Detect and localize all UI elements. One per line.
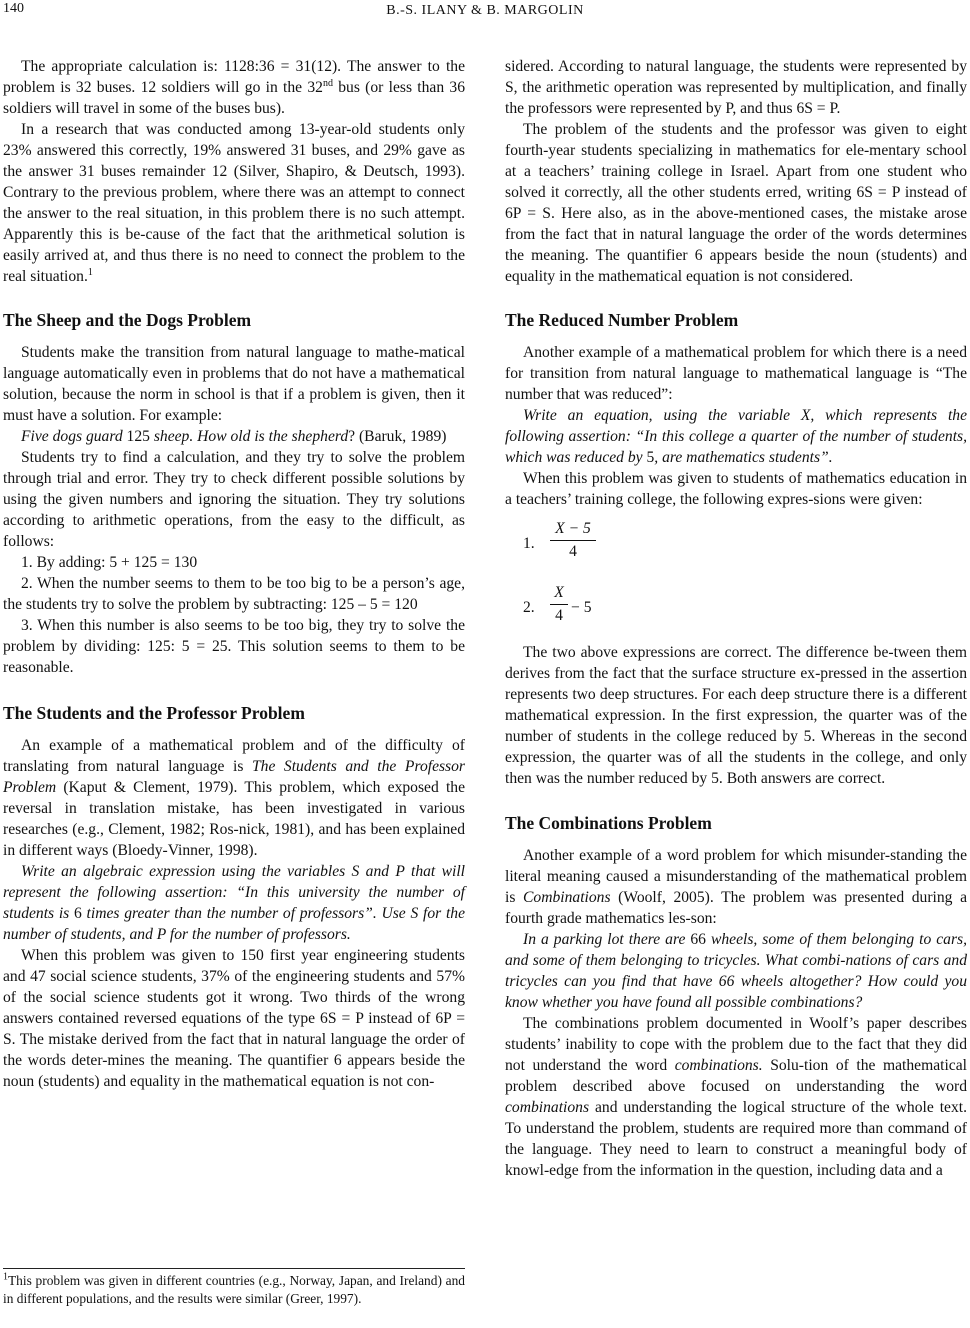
paragraph: The two above expressions are correct. The difference be-tween them derives from the fact that the surface structure ex-pressed in the assertion represents two deep structures. For each deep structure there is a different mathematical expression. In the first expression, the quarter was of the number of students in the college reduced by 5. Whereas in the second expression, the quarter was of all the students in the college, and only then was the number reduced by 5. Both answers are correct. [505, 644, 967, 787]
right-column [505, 56, 967, 1181]
page-number: 140 [3, 1, 24, 16]
paragraph: The appropriate calculation is: 1128:36 = 31(12). The answer to the problem is 32 buses. 12 soldiers will go in the 32nd bus (or less than 36 soldiers will travel in some of the buses bus). [3, 58, 466, 117]
list-item: 3. When this number is also seems to be too big, they try to solve the problem by dividing: 125: 5 = 25. This solution seems to them to be reasonable. [3, 617, 465, 676]
numerator: X − 5 [555, 520, 591, 537]
paragraph: When this problem was given to students of mathematics education in a teachers’ training college, the following expres-sions were given: [505, 470, 967, 508]
running-head: B.-S. ILANY & B. MARGOLIN [386, 3, 584, 18]
section-heading-sheep-dogs: The Sheep and the Dogs Problem [3, 310, 252, 330]
numerator: X [554, 584, 564, 601]
expression-1 [505, 518, 967, 574]
problem-statement: In a parking lot there are 66 wheels, some of them belonging to cars, and some of them belonging to tricycles. What combi-nations of cars and tricycles can you find that have 66 wheels altogether? How could you know whether you have found all possible combinations? [505, 931, 967, 1011]
problem-statement: Write an equation, using the variable X, which represents the following assertion: “In this college a quarter of the number of students, which was reduced by 5, are mathematics students”. [505, 407, 967, 466]
paragraph: Students try to find a calculation, and they try to solve the problem through trial and error. They try to check different possible solutions by using the given numbers and ignoring the situation. They try solutions according to arithmetic operations, from the easy to the difficult, as follows: [3, 449, 465, 550]
paragraph: Another example of a word problem for which misunder-standing the literal meaning caused a misunderstanding of the mathematical problem is Combinations (Woolf, 2005). The problem was presented during a fourth grade mathematics les-son: [505, 847, 967, 927]
expression-number: 2. [523, 599, 535, 616]
expression-2 [505, 582, 967, 638]
list-item: 2. When the number seems to them to be too big to be a person’s age, the students try to solve the problem by subtracting: 125 – 5 = 120 [3, 575, 465, 613]
footnote: $^1$This problem was given in different countries (e.g., Norway, Japan, and Ireland) and in different populations, and the results were similar (Greer, 1997). [3, 1271, 465, 1306]
footnote-marker: 1 [87, 266, 93, 278]
section-heading-reduced-number: The Reduced Number Problem [505, 310, 739, 330]
paragraph: An example of a mathematical problem and of the difficulty of translating from natural language is The Students and the Professor Problem (Kaput & Clement, 1979). This problem, which exposed the reversal in translation mistake, has been investigated in various researches (e.g., Clement, 1982; Ros-nick, 1981), and has been explained in different ways (Bloedy-Vinner, 1998). [3, 737, 465, 859]
paragraph: sidered. According to natural language, the students were represented by S, the arithmetic operation was represented by multiplication, and finally the professors were represented by P, and thus 6S = P. [505, 58, 967, 117]
fraction [550, 518, 596, 563]
section-heading-combinations: The Combinations Problem [505, 813, 712, 833]
paragraph: The problem of the students and the professor was given to eight fourth-year students specializing in mathematics for ele-mentary school at a teachers’ training college in Israel. Apart from one student who solved it correctly, all the other students erred, writing 6S = P instead of 6P = S. Here also, as in the above-mentioned cases, the mistake arose from the fact that in natural language the order of the words determines the meaning. The quantifier 6 appears beside the noun (students) and equality in the mathematical equation is not considered. [505, 121, 967, 285]
problem-statement: Write an algebraic expression using the variables S and P that will represent the following assertion: “In this university the number of students is 6 times greater than the number of professors”. Use S for the number of students, and P for the number of professors. [3, 863, 465, 943]
list-item: 1. By adding: 5 + 125 = 130 [21, 554, 198, 571]
expression-number: 1. [523, 535, 535, 552]
paragraph: Another example of a mathematical problem for which there is a need for transition from natural language to mathematical language is “The number that was reduced”: [505, 344, 967, 403]
paragraph: Students make the transition from natural language to mathe-matical language automatically even in problems that do not have a mathematical solution, because the norm in school is that if a problem is given, then it must have a solution. For example: [3, 344, 465, 424]
paragraph: In a research that was conducted among 13-year-old students only 23% answered this correctly, 19% answered 31 buses, and 29% gave as the answer 31 buses remainder 12 (Silver, Shapiro, & Deutsch, 1993). Contrary to the previous problem, where there was an attempt to connect the answer to the real situation, in this problem there is no such attempt. Apparently this is be-cause of the fact that the arithmetical solution is easily arrived at, and thus there is no need to connect the problem to the real situation.$^1$ [3, 121, 465, 285]
denominator: 4 [569, 543, 577, 560]
denominator: 4 [555, 607, 563, 624]
subtraction-term: − 5 [571, 599, 592, 616]
footnote-rule [3, 1268, 465, 1269]
fraction [550, 582, 568, 627]
section-heading-students-professor: The Students and the Professor Problem [3, 703, 305, 723]
paragraph: The combinations problem documented in Woolf’s paper describes students’ inability to cope with the problem due to the fact that they did not understand the word combinations. Solu-tion of the mathematical problem described above focused on understanding the word combinations and understanding the logical structure of the whole text. To understand the problem, students are required more than command of the language. They need to learn to construct a meaningful body of knowl-edge from the information in the question, including data and a [505, 1015, 967, 1179]
paragraph: When this problem was given to 150 first year engineering students and 47 social science students, 37% of the engineering students and 57% of the social science students got it wrong. Two thirds of the wrong answers contained reversed equations of the type 6S = P instead of 6P = S. The mistake derived from the fact that in natural language the order of the words deter-mines the meaning. The quantifier 6 appears beside the noun (students) and equality in the mathematical equation is not con- [3, 947, 465, 1090]
problem-statement: Five dogs guard 125 sheep. How old is the shepherd? (Baruk, 1989) [21, 428, 447, 445]
left-column [3, 56, 465, 1092]
